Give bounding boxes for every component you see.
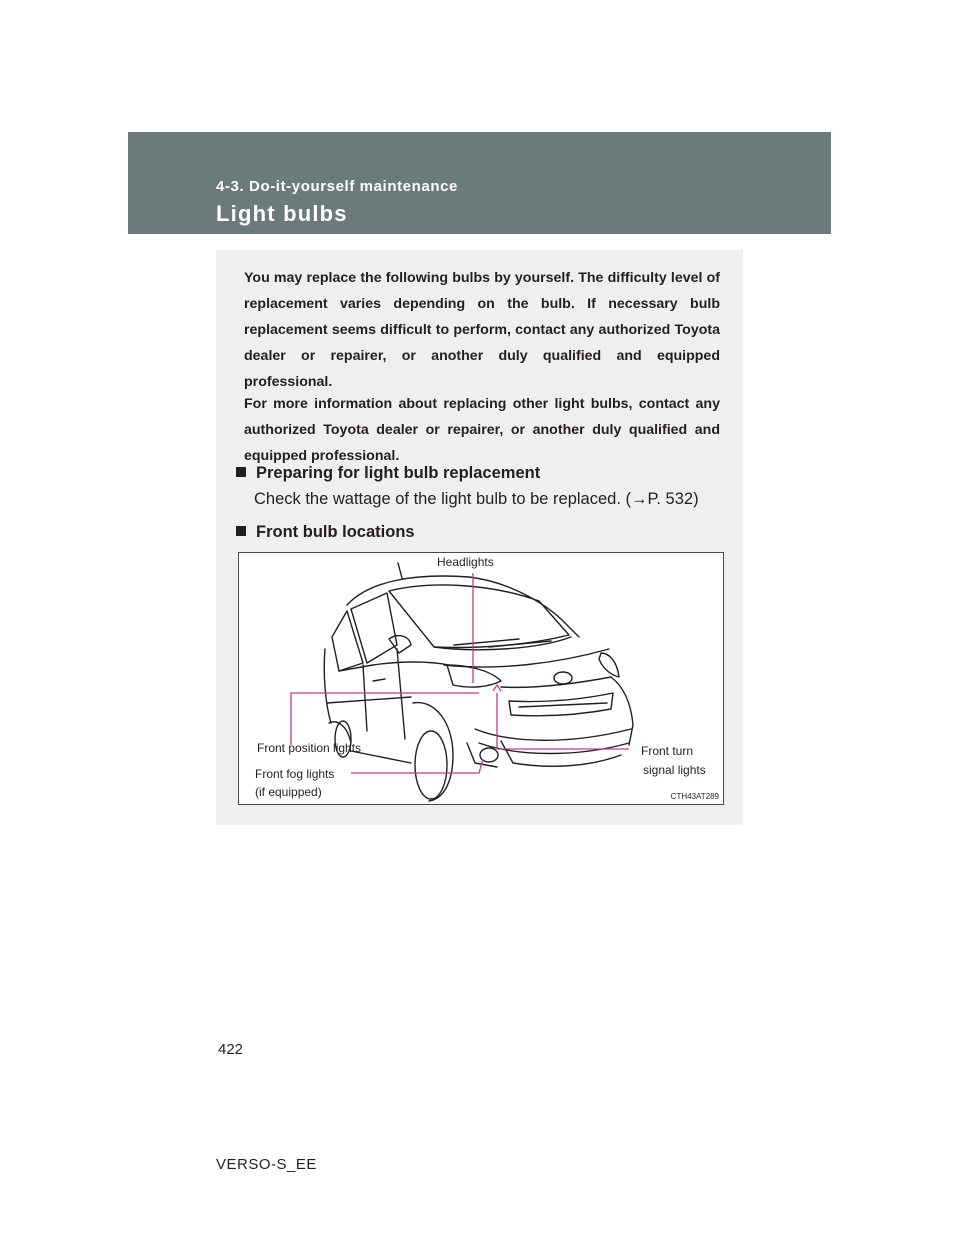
content-panel bbox=[216, 250, 743, 825]
intro-paragraph-2: For more information about replacing other light bulbs, contact any authorized Toyota dealer or repairer, or another duly qualified and equipped professional. bbox=[244, 396, 720, 464]
square-bullet-icon bbox=[236, 526, 246, 536]
manual-code: VERSO-S_EE bbox=[216, 1156, 317, 1173]
front-fog-lights-label: Front fog lights bbox=[255, 767, 335, 781]
headlights-label: Headlights bbox=[437, 555, 494, 569]
front-fog-lights-note: (if equipped) bbox=[255, 785, 322, 799]
front-bulb-heading-text: Front bulb locations bbox=[256, 523, 415, 541]
header-band bbox=[128, 132, 831, 234]
front-position-lights-label: Front position lights bbox=[257, 741, 362, 755]
square-bullet-icon bbox=[236, 467, 246, 477]
front-bulb-figure bbox=[238, 552, 724, 805]
preparing-heading bbox=[236, 464, 540, 483]
section-label: 4-3. Do-it-yourself maintenance bbox=[216, 178, 458, 195]
page-number: 422 bbox=[218, 1041, 244, 1058]
preparing-text: Check the wattage of the light bulb to be replaced. (→P. 532) bbox=[254, 490, 699, 508]
front-bulb-heading bbox=[236, 523, 415, 542]
figure-code: CTH43AT289 bbox=[670, 792, 719, 801]
front-turn-signal-label-2: signal lights bbox=[643, 763, 706, 777]
front-turn-signal-label: Front turn bbox=[641, 744, 694, 758]
preparing-heading-text: Preparing for light bulb replacement bbox=[256, 464, 541, 482]
intro-paragraph-1: You may replace the following bulbs by yourself. The difficulty level of replacement varies depending on the bulb. If necessary bulb replacement seems difficult to perform, contact any authorized Toyota dealer or repairer, or another duly qualified and equipped professional. bbox=[244, 270, 720, 390]
page-title: Light bulbs bbox=[216, 201, 348, 226]
